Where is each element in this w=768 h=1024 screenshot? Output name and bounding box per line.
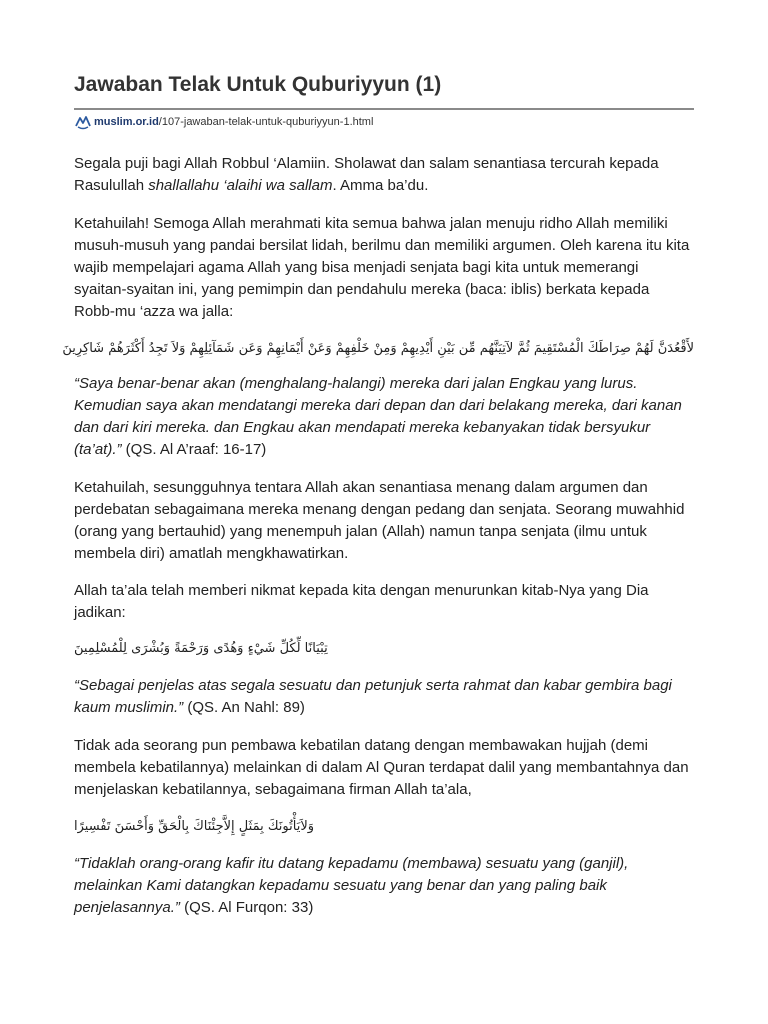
muslim-or-id-logo-icon: [74, 114, 92, 130]
paragraph-3: [74, 477, 694, 565]
arabic-verse-2-text: تِبْيَانًا لِّكُلِّ شَيْءٍ وَهُدًى وَرَحْمَةً وَبُشْرَى لِلْمُسْلِمِينَ: [74, 641, 328, 656]
title-divider: [74, 108, 694, 110]
quote-1: [74, 373, 694, 461]
paragraph-2: [74, 213, 694, 323]
arabic-verse-1-text: لأَقْعُدَنَّ لَهُمْ صِرَاطَكَ الْمُسْتَقِيمَ ثُمَّ لآتِيَنَّهُم مِّن بَيْنِ أَيْدِيهِمْ وَمِنْ خَلْفِهِمْ وَعَنْ أَيْمَانِهِمْ وَعَن شَمَآئِلِهِمْ وَلاَ تَجِدُ أَكْثَرَهُمْ شَاكِرِينَ: [62, 341, 694, 356]
quote-2: [74, 675, 694, 719]
paragraph-5-text: Tidak ada seorang pun pembawa kebatilan datang dengan membawakan hujjah (demi membela kebatilannya) melainkan di dalam Al Quran terdapat dalil yang membantahnya dan menjelaskan kebatilannya, sebagaimana firman Allah ta’ala,: [74, 737, 689, 798]
paragraph-intro: [74, 153, 694, 197]
paragraph-4-text: Allah ta’ala telah memberi nikmat kepada kita dengan menurunkan kitab-Nya yang Dia jadikan:: [74, 582, 649, 621]
intro-text-a: Segala puji bagi Allah Robbul ‘Alamiin. Sholawat dan salam senantiasa tercurah kepada Rasulullah: [74, 155, 659, 194]
quote-2-reference: (QS. An Nahl: 89): [183, 699, 305, 716]
quote-2-text: “Sebagai penjelas atas segala sesuatu dan petunjuk serta rahmat dan kabar gembira bagi kaum muslimin.”: [74, 677, 672, 716]
article-title: Jawaban Telak Untuk Quburiyyun (1): [74, 73, 442, 96]
quote-3-text: “Tidaklah orang-orang kafir itu datang kepadamu (membawa) sesuatu yang (ganjil), melainkan Kami datangkan kepadamu sesuatu yang benar dan yang paling baik penjelasannya.”: [74, 855, 629, 916]
intro-text-b: . Amma ba’du.: [332, 177, 429, 194]
paragraph-3-text: Ketahuilah, sesungguhnya tentara Allah akan senantiasa menang dalam argumen dan perdebatan sebagaimana mereka menang dengan pedang dan senjata. Seorang muwahhid (orang yang bertauhid) yang menempuh jalan (Allah) namun tanpa senjata (ilmu untuk membela diri) amatlah mengkhawatirkan.: [74, 479, 685, 562]
arabic-verse-1: [62, 338, 694, 360]
paragraph-4: [74, 580, 694, 624]
intro-text-italic: shallallahu ‘alaihi wa sallam: [148, 177, 333, 194]
source-domain[interactable]: muslim.or.id: [94, 116, 159, 128]
source-link[interactable]: [74, 114, 373, 130]
quote-3-reference: (QS. Al Furqon: 33): [179, 899, 314, 916]
arabic-verse-3: [74, 816, 694, 838]
quote-3: [74, 853, 694, 919]
arabic-verse-2: [74, 638, 694, 660]
quote-1-reference: (QS. Al A’raaf: 16-17): [121, 441, 267, 458]
paragraph-5: [74, 735, 694, 801]
quote-1-text: “Saya benar-benar akan (menghalang-halangi) mereka dari jalan Engkau yang lurus. Kemudian saya akan mendatangi mereka dari depan dan dari belakang mereka, dari kanan dan dari kiri mereka. dan Engkau akan mendapati mereka kebanyakan tidak bersyukur (ta’at).”: [74, 375, 682, 458]
source-path[interactable]: /107-jawaban-telak-untuk-quburiyyun-1.html: [158, 116, 374, 128]
paragraph-2-text: Ketahuilah! Semoga Allah merahmati kita semua bahwa jalan menuju ridho Allah memiliki musuh-musuh yang pandai bersilat lidah, berilmu dan memiliki argumen. Oleh karena itu kita wajib mempelajari agama Allah yang bisa menjadi senjata bagi kita untuk memerangi syaitan-syaitan ini, yang pemimpin dan pendahulu mereka (baca: iblis) berkata kepada Robb-mu ‘azza wa jalla:: [74, 215, 690, 320]
arabic-verse-3-text: وَلاَيَأْتُونَكَ بِمَثَلٍ إِلاَّجِئْنَاكَ بِالْحَقِّ وَأَحْسَنَ تَفْسِيرًا: [74, 819, 315, 834]
